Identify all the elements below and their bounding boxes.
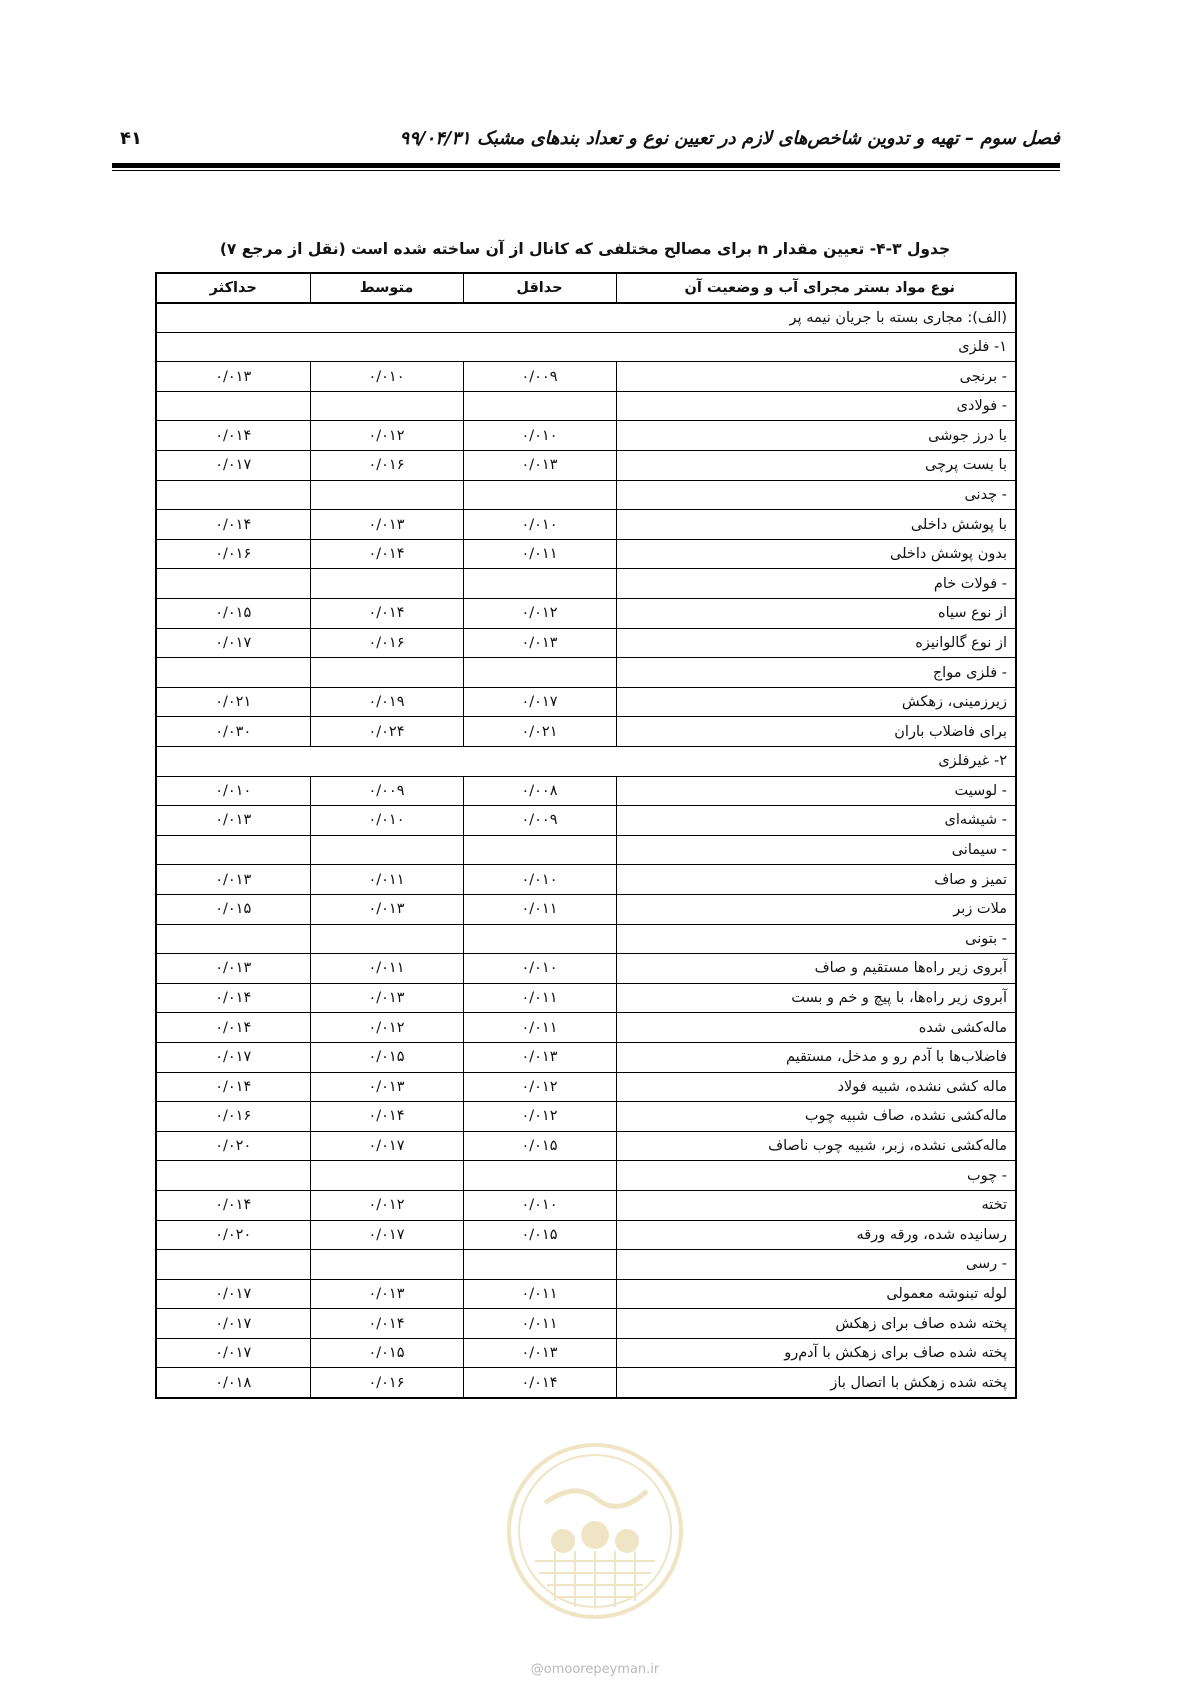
table-caption: جدول ۳-۴- تعیین مقدار n برای مصالح مختلفی که کانال از آن ساخته شده است (نقل از مرجع ۷) — [219, 240, 951, 258]
table-row — [156, 451, 1016, 481]
avg-value-cell — [310, 480, 463, 510]
max-value-cell: ۰/۰۱۴ — [156, 510, 310, 540]
material-cell: پخته شده زهکش با اتصال باز — [616, 1368, 1016, 1398]
max-value-cell: ۰/۰۱۳ — [156, 362, 310, 392]
table-group-row — [156, 303, 1016, 333]
max-value-cell — [156, 391, 310, 421]
max-value-cell: ۰/۰۱۸ — [156, 1368, 310, 1398]
avg-value-cell: ۰/۰۱۲ — [310, 1013, 463, 1043]
material-cell: - سیمانی — [616, 835, 1016, 865]
max-value-cell: ۰/۰۱۳ — [156, 865, 310, 895]
min-value-cell: ۰/۰۱۳ — [463, 1338, 616, 1368]
table-row — [156, 1338, 1016, 1368]
column-header-min: حداقل — [463, 273, 616, 303]
max-value-cell: ۰/۰۱۷ — [156, 1338, 310, 1368]
table-row — [156, 776, 1016, 806]
max-value-cell: ۰/۰۱۷ — [156, 1042, 310, 1072]
material-cell: پخته شده صاف برای زهکش با آدم‌رو — [616, 1338, 1016, 1368]
material-cell: از نوع سیاه — [616, 599, 1016, 629]
min-value-cell — [463, 658, 616, 688]
table-header-row — [156, 273, 1016, 303]
max-value-cell: ۰/۰۱۷ — [156, 628, 310, 658]
column-header-avg: متوسط — [310, 273, 463, 303]
material-cell: - فلزی مواج — [616, 658, 1016, 688]
page-header — [112, 126, 1060, 154]
min-value-cell: ۰/۰۱۰ — [463, 510, 616, 540]
max-value-cell: ۰/۰۳۰ — [156, 717, 310, 747]
material-cell: لوله تبنوشه معمولی — [616, 1279, 1016, 1309]
min-value-cell — [463, 1161, 616, 1191]
table-row — [156, 1102, 1016, 1132]
avg-value-cell — [310, 1250, 463, 1280]
table-row — [156, 894, 1016, 924]
avg-value-cell: ۰/۰۱۷ — [310, 1131, 463, 1161]
avg-value-cell: ۰/۰۱۴ — [310, 599, 463, 629]
material-cell: بدون پوشش داخلی — [616, 539, 1016, 569]
max-value-cell — [156, 1161, 310, 1191]
avg-value-cell: ۰/۰۱۶ — [310, 628, 463, 658]
max-value-cell: ۰/۰۱۵ — [156, 599, 310, 629]
material-cell: با بست پرچی — [616, 451, 1016, 481]
avg-value-cell: ۰/۰۱۲ — [310, 421, 463, 451]
min-value-cell: ۰/۰۱۱ — [463, 1279, 616, 1309]
material-cell: تمیز و صاف — [616, 865, 1016, 895]
material-cell: - برنجی — [616, 362, 1016, 392]
min-value-cell: ۰/۰۱۱ — [463, 894, 616, 924]
avg-value-cell: ۰/۰۱۴ — [310, 539, 463, 569]
min-value-cell — [463, 391, 616, 421]
min-value-cell: ۰/۰۱۲ — [463, 599, 616, 629]
table-row — [156, 1279, 1016, 1309]
page-number: ۴۱ — [120, 128, 142, 149]
table-row — [156, 1250, 1016, 1280]
avg-value-cell: ۰/۰۱۳ — [310, 983, 463, 1013]
min-value-cell: ۰/۰۱۳ — [463, 1042, 616, 1072]
max-value-cell — [156, 658, 310, 688]
material-cell: - شیشه‌ای — [616, 806, 1016, 836]
table-row — [156, 628, 1016, 658]
min-value-cell — [463, 835, 616, 865]
group-label: (الف): مجاری بسته با جریان نیمه پر — [156, 303, 1016, 333]
table-row — [156, 1220, 1016, 1250]
table-row — [156, 924, 1016, 954]
min-value-cell: ۰/۰۱۳ — [463, 451, 616, 481]
avg-value-cell: ۰/۰۱۳ — [310, 1279, 463, 1309]
material-cell: ملات زبر — [616, 894, 1016, 924]
max-value-cell: ۰/۰۱۴ — [156, 1013, 310, 1043]
max-value-cell — [156, 480, 310, 510]
material-cell: پخته شده صاف برای زهکش — [616, 1309, 1016, 1339]
material-cell: - فولات خام — [616, 569, 1016, 599]
max-value-cell — [156, 569, 310, 599]
table-row — [156, 983, 1016, 1013]
table-row — [156, 1309, 1016, 1339]
table-row — [156, 391, 1016, 421]
material-cell: زیرزمینی، زهکش — [616, 687, 1016, 717]
min-value-cell: ۰/۰۱۰ — [463, 1190, 616, 1220]
min-value-cell: ۰/۰۱۰ — [463, 954, 616, 984]
table-row — [156, 717, 1016, 747]
min-value-cell: ۰/۰۱۰ — [463, 421, 616, 451]
table-row — [156, 510, 1016, 540]
max-value-cell — [156, 924, 310, 954]
material-cell: فاضلاب‌ها با آدم رو و مدخل، مستقیم — [616, 1042, 1016, 1072]
chapter-title: فصل سوم – تهیه و تدوین شاخص‌های لازم در تعیین نوع و تعداد بندهای مشبک ۹۹/۰۴/۳۱ — [399, 128, 1060, 149]
table-group-row — [156, 747, 1016, 777]
min-value-cell: ۰/۰۱۰ — [463, 865, 616, 895]
material-cell: ماله‌کشی شده — [616, 1013, 1016, 1043]
max-value-cell: ۰/۰۱۶ — [156, 1102, 310, 1132]
avg-value-cell: ۰/۰۰۹ — [310, 776, 463, 806]
min-value-cell: ۰/۰۱۲ — [463, 1102, 616, 1132]
avg-value-cell — [310, 569, 463, 599]
min-value-cell — [463, 569, 616, 599]
min-value-cell — [463, 480, 616, 510]
table-row — [156, 1013, 1016, 1043]
max-value-cell — [156, 1250, 310, 1280]
max-value-cell: ۰/۰۱۰ — [156, 776, 310, 806]
material-cell: - فولادی — [616, 391, 1016, 421]
min-value-cell — [463, 924, 616, 954]
avg-value-cell — [310, 391, 463, 421]
footer-url: @omoorepeyman.ir — [530, 1662, 660, 1677]
material-cell: - چدنی — [616, 480, 1016, 510]
min-value-cell: ۰/۰۰۸ — [463, 776, 616, 806]
max-value-cell: ۰/۰۱۶ — [156, 539, 310, 569]
material-cell: - لوسیت — [616, 776, 1016, 806]
material-cell: تخته — [616, 1190, 1016, 1220]
avg-value-cell: ۰/۰۱۳ — [310, 510, 463, 540]
avg-value-cell: ۰/۰۱۳ — [310, 1072, 463, 1102]
table-row — [156, 1161, 1016, 1191]
table-row — [156, 569, 1016, 599]
avg-value-cell: ۰/۰۱۴ — [310, 1102, 463, 1132]
table-row — [156, 806, 1016, 836]
avg-value-cell — [310, 658, 463, 688]
max-value-cell: ۰/۰۱۴ — [156, 421, 310, 451]
manning-n-table — [155, 272, 1017, 1399]
table-row — [156, 1072, 1016, 1102]
group-label: ۱- فلزی — [156, 332, 1016, 362]
omoore-peyman-logo-watermark — [505, 1441, 685, 1621]
table-row — [156, 599, 1016, 629]
header-rule-thin — [112, 170, 1060, 171]
avg-value-cell: ۰/۰۱۶ — [310, 451, 463, 481]
avg-value-cell — [310, 924, 463, 954]
avg-value-cell: ۰/۰۱۰ — [310, 362, 463, 392]
avg-value-cell: ۰/۰۱۰ — [310, 806, 463, 836]
material-cell: ماله‌کشی نشده، صاف شبیه چوب — [616, 1102, 1016, 1132]
table-row — [156, 421, 1016, 451]
min-value-cell: ۰/۰۱۳ — [463, 628, 616, 658]
min-value-cell: ۰/۰۰۹ — [463, 362, 616, 392]
group-label: ۲- غیرفلزی — [156, 747, 1016, 777]
material-cell: ماله‌کشی نشده، زبر، شبیه چوب ناصاف — [616, 1131, 1016, 1161]
min-value-cell: ۰/۰۰۹ — [463, 806, 616, 836]
max-value-cell: ۰/۰۱۴ — [156, 1190, 310, 1220]
max-value-cell: ۰/۰۱۷ — [156, 1279, 310, 1309]
header-rule-thick — [112, 163, 1060, 168]
table-row — [156, 1042, 1016, 1072]
max-value-cell: ۰/۰۱۳ — [156, 806, 310, 836]
max-value-cell: ۰/۰۲۰ — [156, 1131, 310, 1161]
table-row — [156, 835, 1016, 865]
max-value-cell: ۰/۰۱۴ — [156, 1072, 310, 1102]
min-value-cell: ۰/۰۱۷ — [463, 687, 616, 717]
max-value-cell: ۰/۰۲۱ — [156, 687, 310, 717]
min-value-cell: ۰/۰۱۴ — [463, 1368, 616, 1398]
avg-value-cell: ۰/۰۱۷ — [310, 1220, 463, 1250]
material-cell: با درز جوشی — [616, 421, 1016, 451]
min-value-cell — [463, 1250, 616, 1280]
max-value-cell: ۰/۰۱۴ — [156, 983, 310, 1013]
column-header-max: حداکثر — [156, 273, 310, 303]
max-value-cell: ۰/۰۱۳ — [156, 954, 310, 984]
max-value-cell: ۰/۰۱۷ — [156, 451, 310, 481]
max-value-cell — [156, 835, 310, 865]
avg-value-cell: ۰/۰۱۲ — [310, 1190, 463, 1220]
avg-value-cell: ۰/۰۱۴ — [310, 1309, 463, 1339]
avg-value-cell: ۰/۰۲۴ — [310, 717, 463, 747]
avg-value-cell: ۰/۰۱۳ — [310, 894, 463, 924]
avg-value-cell: ۰/۰۱۱ — [310, 954, 463, 984]
min-value-cell: ۰/۰۱۱ — [463, 539, 616, 569]
material-cell: - چوب — [616, 1161, 1016, 1191]
column-header-material: نوع مواد بستر مجرای آب و وضعیت آن — [616, 273, 1016, 303]
material-cell: با پوشش داخلی — [616, 510, 1016, 540]
avg-value-cell: ۰/۰۱۵ — [310, 1042, 463, 1072]
table-row — [156, 658, 1016, 688]
avg-value-cell: ۰/۰۱۶ — [310, 1368, 463, 1398]
table-group-row — [156, 332, 1016, 362]
avg-value-cell: ۰/۰۱۱ — [310, 865, 463, 895]
max-value-cell: ۰/۰۲۰ — [156, 1220, 310, 1250]
table-row — [156, 480, 1016, 510]
material-cell: - بتونی — [616, 924, 1016, 954]
table-body — [156, 303, 1016, 1398]
material-cell: - رسی — [616, 1250, 1016, 1280]
table-row — [156, 687, 1016, 717]
avg-value-cell — [310, 1161, 463, 1191]
table-row — [156, 539, 1016, 569]
avg-value-cell: ۰/۰۱۵ — [310, 1338, 463, 1368]
material-cell: آبروی زیر راه‌ها مستقیم و صاف — [616, 954, 1016, 984]
max-value-cell: ۰/۰۱۷ — [156, 1309, 310, 1339]
min-value-cell: ۰/۰۱۱ — [463, 983, 616, 1013]
table-row — [156, 1131, 1016, 1161]
max-value-cell: ۰/۰۱۵ — [156, 894, 310, 924]
material-cell: از نوع گالوانیزه — [616, 628, 1016, 658]
table-row — [156, 1190, 1016, 1220]
material-cell: آبروی زیر راه‌ها، با پیچ و خم و بست — [616, 983, 1016, 1013]
table-row — [156, 362, 1016, 392]
avg-value-cell — [310, 835, 463, 865]
table-row — [156, 1368, 1016, 1398]
table-row — [156, 865, 1016, 895]
min-value-cell: ۰/۰۱۵ — [463, 1220, 616, 1250]
min-value-cell: ۰/۰۱۱ — [463, 1013, 616, 1043]
avg-value-cell: ۰/۰۱۹ — [310, 687, 463, 717]
table-row — [156, 954, 1016, 984]
material-cell: ماله کشی نشده، شبیه فولاد — [616, 1072, 1016, 1102]
min-value-cell: ۰/۰۱۵ — [463, 1131, 616, 1161]
material-cell: رسانیده شده، ورقه ورقه — [616, 1220, 1016, 1250]
material-cell: برای فاضلاب باران — [616, 717, 1016, 747]
min-value-cell: ۰/۰۲۱ — [463, 717, 616, 747]
min-value-cell: ۰/۰۱۱ — [463, 1309, 616, 1339]
min-value-cell: ۰/۰۱۲ — [463, 1072, 616, 1102]
